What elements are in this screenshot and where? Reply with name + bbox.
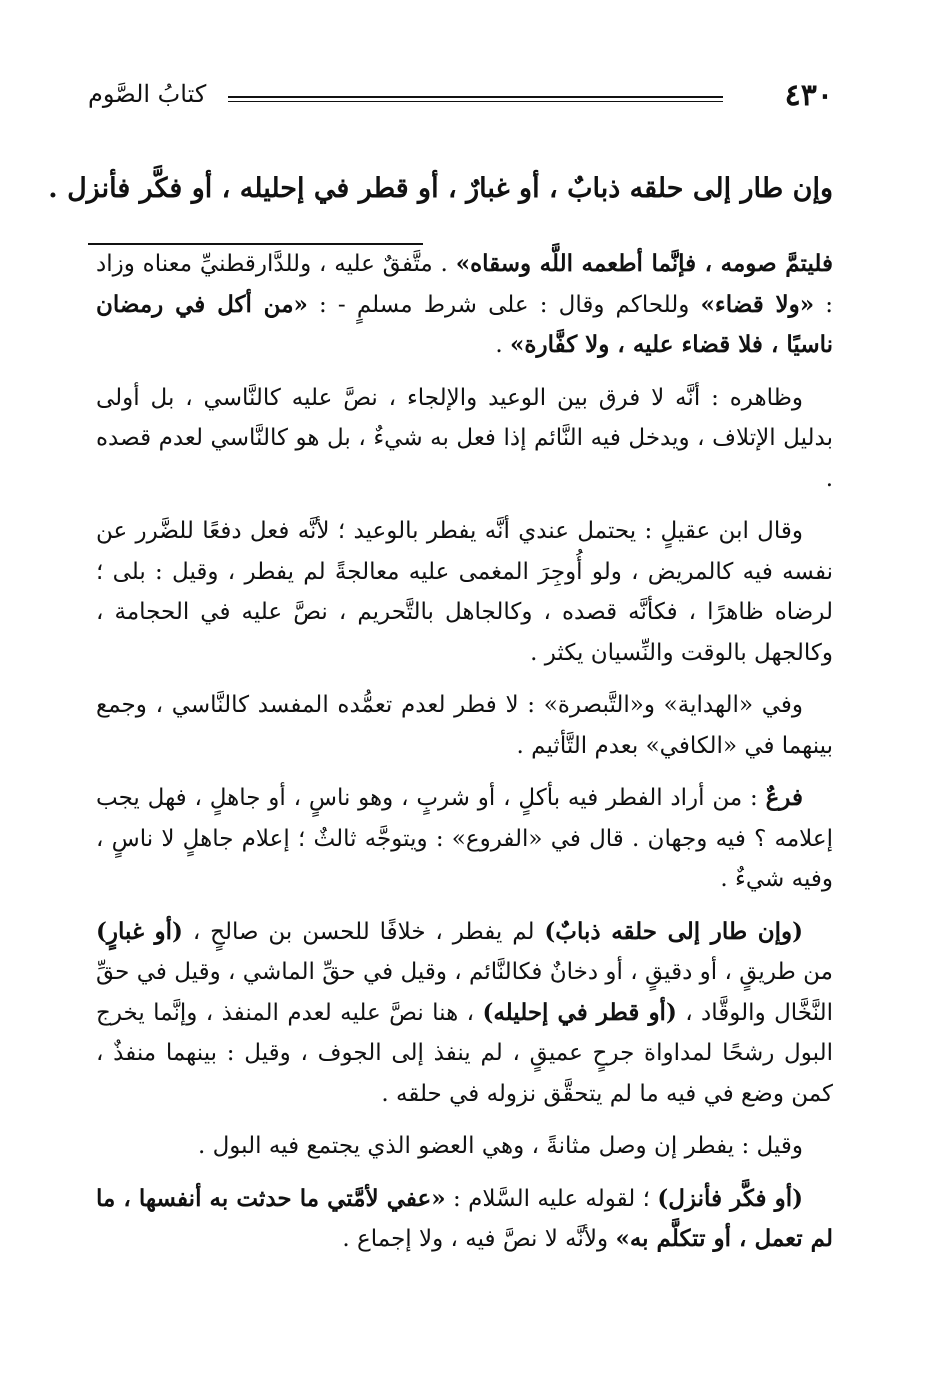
commentary-paragraph-3: وقال ابن عقيلٍ : يحتمل عندي أنَّه يفطر بالوعيد ؛ لأنَّه فعل دفعًا للضَّرر عن نفسه فيه كالمريض ، ولو أُوجِرَ المغمى عليه معالجةً لم يفطر ، وقيل : بلى ؛ لرضاه ظاهرًا ، فكأنَّه قصده ، وكالجاهل بالتَّحريم ، نصَّ عليه في الحجامة ، وكالجهل بالوقت والنِّسيان يكثر . (96, 518, 833, 666)
bold-heading-text: فرعٌ (765, 784, 803, 811)
text-span: : من أراد الفطر فيه بأكلٍ ، أو شربٍ ، وهو ناسٍ ، أو جاهلٍ ، فهل يجب إعلامه ؟ فيه وجهان . قال في «الفروع» : ويتوجَّه ثالثٌ ؛ إعلام جاهلٍ لا ناسٍ ، وفيه شيءٌ . (96, 785, 833, 892)
base-text: وإن طار إلى حلقه ذبابٌ ، أو غبارٌ ، أو قطر في إحليله ، أو فكَّر فأنزل . (48, 173, 833, 204)
bold-hadith-text: فليتمَّ صومه ، فإنَّما أطعمه اللَّه وسقاه» (455, 250, 833, 277)
commentary-paragraph-6 (96, 912, 833, 1115)
page-header (88, 78, 833, 118)
commentary-paragraph-2: وظاهره : أنَّه لا فرق بين الوعيد والإلجاء ، نصَّ عليه كالنَّاسي ، بل أولى بدليل الإتلاف ، ويدخل فيه النَّائم إذا فعل به شيءٌ ، بل هو كالنَّاسي لعدم قصده . (96, 384, 833, 492)
text-span: . متَّفقٌ عليه ، وللدَّارقطنيِّ معناه وزاد : (96, 251, 834, 318)
text-span: ، هنا نصَّ عليه لعدم المنفذ ، وإنَّما يخرج البول رشحًا لمداواة جرحٍ عميقٍ ، لم ينفذ إلى الجوف ، وقيل : بينهما منفذٌ ، كمن وضع في فيه ما لم يتحقَّق نزوله في حلقه . (96, 999, 833, 1107)
bold-hadith-text: «ولا قضاء» (700, 290, 815, 318)
bold-matn-quote: (أو فكَّر فأنزل) (657, 1184, 803, 1212)
header-rule (228, 96, 723, 98)
bold-hadith-text: «عفي لأمَّتي ما حدثت به أنفسها ، ما لم تعمل ، أو تتكلَّم به» (96, 1184, 833, 1252)
commentary-paragraph-8 (96, 1179, 833, 1260)
bold-hadith-text: «من أكل في رمضان ناسيًا ، فلا قضاء عليه ، ولا كفَّارة» (96, 290, 833, 358)
text-span: ولأنَّه لا نصَّ فيه ، ولا إجماع . (342, 1226, 616, 1252)
book-title: كتابُ الصَّوم (88, 80, 207, 108)
commentary-paragraph-7: وقيل : يفطر إن وصل مثانةً ، وهي العضو الذي يجتمع فيه البول . (197, 1133, 803, 1159)
commentary-paragraph-1 (96, 244, 833, 366)
commentary (96, 244, 833, 1272)
text-span: وللحاكم وقال : على شرط مسلمٍ - : (307, 291, 701, 318)
commentary-paragraph-5 (96, 778, 833, 900)
bold-matn-quote: (أو قطر في إحليله) (482, 998, 677, 1026)
text-span: لم يفطر ، خلافًا للحسن بن صالحٍ ، (182, 918, 545, 945)
bold-matn-quote: (وإن طار إلى حلقه ذبابٌ) (544, 917, 803, 945)
text-span: من طريقٍ ، أو دقيقٍ ، أو دخانٌ فكالنَّائم ، وقيل في حقِّ الماشي ، وقيل في حقِّ النَّخَّال والوقَّاد ، (96, 959, 833, 1026)
page-number: ٤٣٠ (784, 78, 833, 113)
text-span: ؛ لقوله عليه السَّلام : (445, 1185, 658, 1212)
text-span: . (495, 332, 511, 358)
commentary-paragraph-4: وفي «الهداية» و«التَّبصرة» : لا فطر لعدم تعمُّده المفسد كالنَّاسي ، وجمع بينهما في «الكافي» بعدم التَّأثيم . (96, 692, 833, 759)
bold-matn-quote: (أو غبارٍ) (96, 917, 183, 945)
